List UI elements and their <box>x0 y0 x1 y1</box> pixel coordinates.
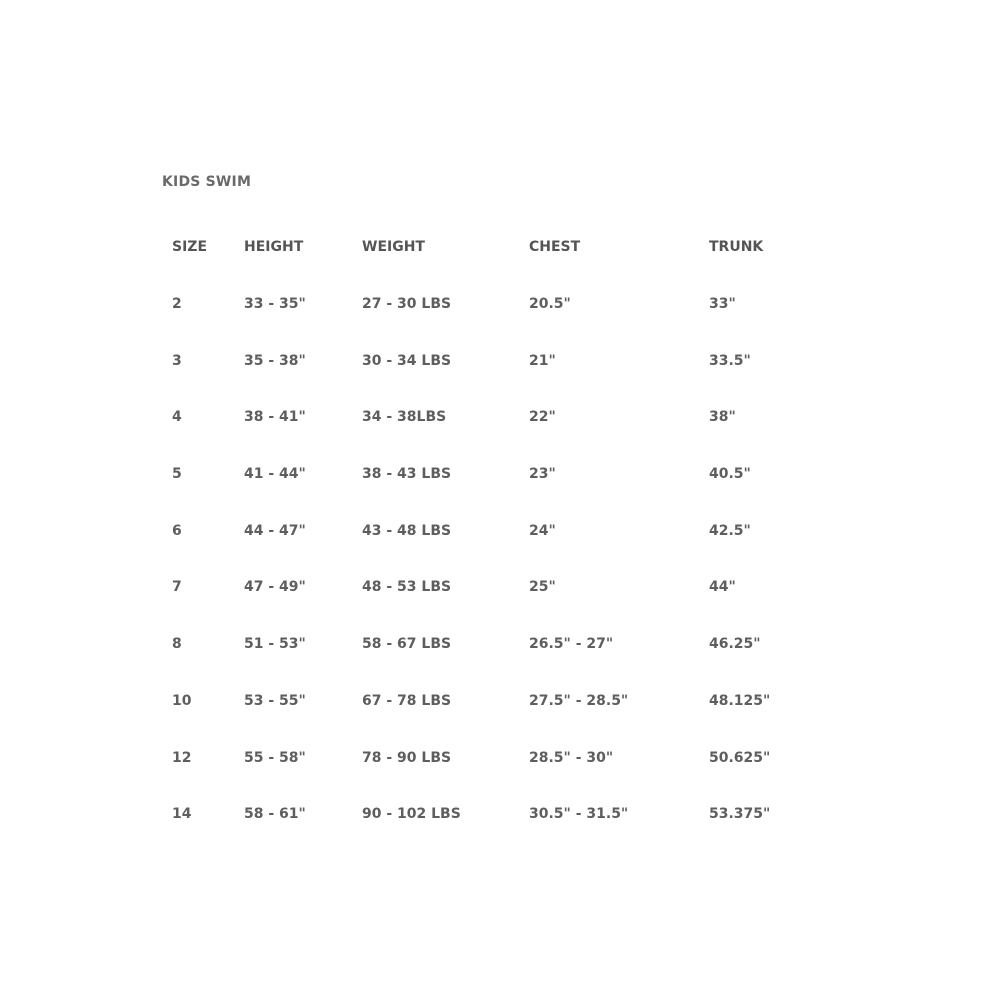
table-row <box>162 729 822 786</box>
cell-chest: 23" <box>529 466 556 483</box>
cell-trunk: 42.5" <box>709 522 751 539</box>
cell-trunk: 33" <box>709 296 736 313</box>
table-row <box>162 332 822 389</box>
cell-chest: 26.5" - 27" <box>529 636 614 653</box>
cell-size: 8 <box>172 636 182 653</box>
header-weight: WEIGHT <box>362 239 425 256</box>
table-row <box>162 786 822 843</box>
cell-chest: 20.5" <box>529 296 571 313</box>
table-row <box>162 559 822 616</box>
header-height: HEIGHT <box>244 239 304 256</box>
cell-weight: 58 - 67 LBS <box>362 636 452 653</box>
cell-chest: 22" <box>529 409 556 426</box>
cell-height: 47 - 49" <box>244 579 306 596</box>
table-body <box>162 276 822 843</box>
cell-weight: 38 - 43 LBS <box>362 466 452 483</box>
table-row <box>162 673 822 730</box>
chart-title: KIDS SWIM <box>162 174 252 190</box>
table-row <box>162 616 822 673</box>
cell-chest: 30.5" - 31.5" <box>529 806 629 823</box>
header-size: SIZE <box>172 239 208 256</box>
size-chart-table <box>162 219 822 843</box>
cell-size: 12 <box>172 749 192 766</box>
cell-height: 35 - 38" <box>244 352 306 369</box>
cell-size: 6 <box>172 522 182 539</box>
cell-size: 4 <box>172 409 182 426</box>
cell-trunk: 40.5" <box>709 466 751 483</box>
cell-trunk: 46.25" <box>709 636 761 653</box>
cell-weight: 27 - 30 LBS <box>362 296 452 313</box>
cell-height: 51 - 53" <box>244 636 306 653</box>
cell-chest: 24" <box>529 522 556 539</box>
table-header-row <box>162 219 822 276</box>
table-row <box>162 446 822 503</box>
cell-weight: 30 - 34 LBS <box>362 352 452 369</box>
header-trunk: TRUNK <box>709 239 764 256</box>
cell-size: 10 <box>172 692 192 709</box>
cell-weight: 34 - 38LBS <box>362 409 447 426</box>
cell-height: 38 - 41" <box>244 409 306 426</box>
cell-trunk: 50.625" <box>709 749 771 766</box>
cell-weight: 43 - 48 LBS <box>362 522 452 539</box>
cell-chest: 28.5" - 30" <box>529 749 614 766</box>
cell-size: 3 <box>172 352 182 369</box>
cell-height: 33 - 35" <box>244 296 306 313</box>
cell-height: 55 - 58" <box>244 749 306 766</box>
cell-height: 58 - 61" <box>244 806 306 823</box>
cell-trunk: 48.125" <box>709 692 771 709</box>
cell-size: 7 <box>172 579 182 596</box>
cell-trunk: 44" <box>709 579 736 596</box>
cell-size: 5 <box>172 466 182 483</box>
table-row <box>162 502 822 559</box>
cell-size: 14 <box>172 806 192 823</box>
table-row <box>162 389 822 446</box>
cell-weight: 78 - 90 LBS <box>362 749 452 766</box>
cell-weight: 67 - 78 LBS <box>362 692 452 709</box>
cell-height: 44 - 47" <box>244 522 306 539</box>
header-chest: CHEST <box>529 239 581 256</box>
cell-weight: 90 - 102 LBS <box>362 806 461 823</box>
cell-chest: 25" <box>529 579 556 596</box>
cell-chest: 27.5" - 28.5" <box>529 692 629 709</box>
cell-weight: 48 - 53 LBS <box>362 579 452 596</box>
cell-height: 53 - 55" <box>244 692 306 709</box>
cell-height: 41 - 44" <box>244 466 306 483</box>
cell-chest: 21" <box>529 352 556 369</box>
cell-trunk: 33.5" <box>709 352 751 369</box>
cell-trunk: 53.375" <box>709 806 771 823</box>
table-row <box>162 276 822 333</box>
cell-size: 2 <box>172 296 182 313</box>
cell-trunk: 38" <box>709 409 736 426</box>
